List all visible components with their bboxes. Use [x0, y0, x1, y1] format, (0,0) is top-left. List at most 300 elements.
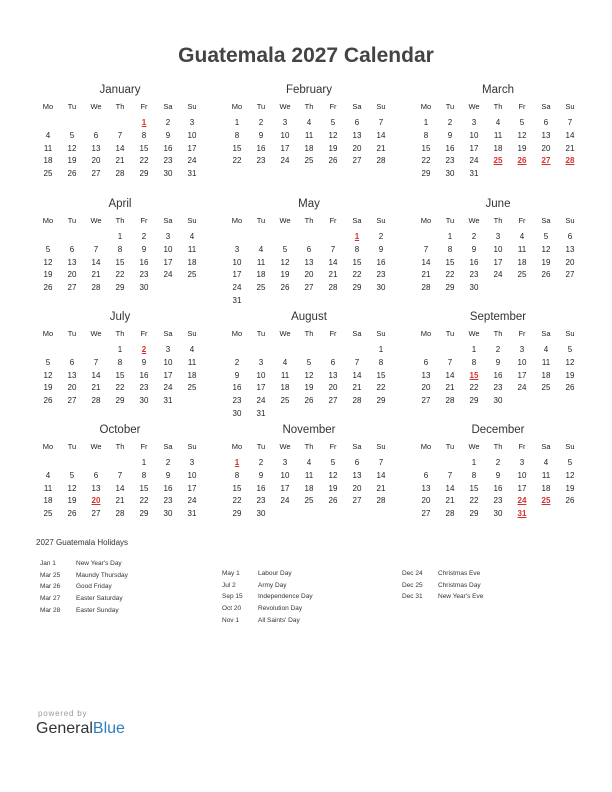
month-name: May	[298, 198, 320, 210]
week-row	[225, 344, 393, 357]
weekday-header	[414, 328, 582, 340]
day-cell: 5	[330, 458, 336, 467]
day-cell: 3	[234, 244, 240, 254]
empty-cell	[297, 508, 321, 521]
day-cell: 28	[91, 396, 101, 406]
holiday-name: Army Day	[258, 581, 287, 589]
day-cell: 28	[115, 509, 125, 519]
empty-cell	[486, 168, 510, 181]
empty-cell	[108, 457, 132, 470]
day-cell: 31	[187, 169, 197, 179]
day-cell: 23	[139, 270, 149, 280]
day-cell: 16	[163, 483, 173, 493]
day-cell: 8	[447, 244, 453, 254]
day-cell: 24	[517, 383, 527, 393]
weekday-label: Tu	[445, 216, 455, 225]
holiday-item	[40, 593, 128, 605]
day-cell: 21	[328, 270, 338, 280]
week-row	[36, 457, 204, 470]
brand-general-text: General	[36, 720, 93, 737]
day-cell: 13	[541, 130, 551, 140]
day-cell: 29	[115, 396, 125, 406]
holidays-title: 2027 Guatemala Holidays	[36, 538, 129, 547]
day-cell: 12	[565, 357, 575, 367]
weekday-label: Tu	[256, 329, 266, 338]
day-cell: 4	[282, 357, 288, 367]
day-cell: 1	[447, 232, 453, 241]
empty-cell	[249, 295, 273, 308]
weekday-label: Mo	[42, 216, 54, 225]
empty-cell	[534, 508, 558, 521]
weekday-label: Th	[493, 216, 503, 225]
day-cell: 24	[469, 156, 479, 166]
day-cell: 20	[328, 383, 338, 393]
empty-cell	[84, 344, 108, 357]
day-cell: 15	[232, 483, 242, 493]
day-cell: 3	[165, 232, 171, 241]
day-cell: 29	[469, 509, 479, 519]
day-cell: 27	[328, 396, 338, 406]
day-cell: 9	[141, 244, 147, 254]
day-cell: 23	[163, 496, 173, 506]
day-cell: 18	[43, 156, 53, 166]
day-cell: 23	[469, 270, 479, 280]
week-row	[414, 168, 582, 181]
day-cell: 12	[280, 257, 290, 267]
weekday-label: Mo	[231, 216, 243, 225]
week-row	[414, 344, 582, 357]
weekday-label: Sa	[541, 442, 551, 451]
day-cell: 13	[421, 370, 431, 380]
day-cell: 3	[189, 118, 195, 127]
week-row	[36, 282, 204, 295]
month-1	[225, 83, 393, 168]
day-cell: 13	[352, 470, 362, 480]
day-cell: 7	[447, 357, 453, 367]
day-cell: 12	[43, 257, 53, 267]
day-cell: 29	[445, 283, 455, 293]
day-cell: 2	[258, 458, 264, 467]
empty-cell	[321, 508, 345, 521]
day-cell: 1	[471, 458, 477, 467]
day-cell: 3	[189, 458, 195, 467]
day-cell: 1	[234, 118, 240, 127]
day-cell: 26	[43, 396, 53, 406]
holiday-item	[222, 615, 313, 627]
day-cell: 6	[543, 118, 549, 127]
day-cell: 8	[117, 357, 123, 367]
weekday-header	[414, 101, 582, 113]
month-8	[414, 310, 582, 408]
day-cell: 9	[141, 357, 147, 367]
weekday-label: Fr	[140, 102, 148, 111]
month-name: November	[282, 424, 336, 436]
day-cell: 3	[282, 118, 288, 127]
day-cell: 14	[445, 483, 455, 493]
day-cell: 22	[232, 156, 242, 166]
day-cell: 28	[421, 283, 431, 293]
day-cell: 11	[304, 130, 314, 140]
holiday-date: Dec 25	[402, 581, 423, 589]
day-cell: 18	[43, 496, 53, 506]
weekday-header	[36, 441, 204, 453]
week-row	[414, 244, 582, 257]
week-row	[36, 269, 204, 282]
day-cell: 18	[304, 483, 314, 493]
day-cell: 8	[234, 470, 240, 480]
day-cell: 10	[256, 370, 266, 380]
day-cell: 4	[189, 345, 195, 354]
day-cell: 19	[328, 143, 338, 153]
holiday-name: All Saints' Day	[258, 616, 300, 624]
empty-cell	[558, 395, 582, 408]
day-cell: 21	[445, 496, 455, 506]
holiday-name: New Year's Day	[76, 560, 122, 567]
empty-cell	[297, 231, 321, 244]
week-row	[36, 168, 204, 181]
day-cell: 4	[495, 118, 501, 127]
day-cell: 12	[517, 130, 527, 140]
empty-cell	[510, 168, 534, 181]
day-cell: 5	[567, 345, 573, 354]
day-cell: 7	[330, 244, 336, 254]
weekday-label: We	[90, 102, 102, 111]
empty-cell	[180, 395, 204, 408]
empty-cell	[369, 508, 393, 521]
empty-cell	[36, 344, 60, 357]
day-cell: 18	[187, 257, 197, 267]
month-3	[36, 197, 204, 295]
weekday-header	[225, 328, 393, 340]
day-cell: 24	[187, 156, 197, 166]
holiday-day-cell: 26	[517, 156, 527, 166]
weekday-label: Sa	[352, 442, 362, 451]
holiday-item	[222, 580, 313, 592]
weekday-label: Fr	[140, 329, 148, 338]
day-cell: 23	[493, 383, 503, 393]
day-cell: 1	[378, 345, 384, 354]
weekday-label: Sa	[352, 329, 362, 338]
day-cell: 8	[141, 130, 147, 140]
day-cell: 31	[163, 396, 173, 406]
day-cell: 25	[280, 396, 290, 406]
day-cell: 22	[469, 383, 479, 393]
weekday-label: We	[90, 442, 102, 451]
day-cell: 21	[421, 270, 431, 280]
week-row	[414, 395, 582, 408]
week-row	[414, 282, 582, 295]
week-row	[36, 470, 204, 483]
holiday-date: Mar 25	[40, 571, 61, 579]
weekday-label: Su	[376, 329, 386, 338]
holiday-name: New Year's Eve	[438, 593, 484, 601]
day-cell: 9	[495, 357, 501, 367]
empty-cell	[225, 344, 249, 357]
day-cell: 19	[280, 270, 290, 280]
day-cell: 16	[376, 257, 386, 267]
day-cell: 18	[541, 483, 551, 493]
day-cell: 27	[565, 270, 575, 280]
day-cell: 11	[304, 470, 314, 480]
generalblue-logo[interactable]	[36, 720, 125, 738]
weekday-label: We	[90, 329, 102, 338]
day-cell: 17	[517, 370, 527, 380]
empty-cell	[297, 408, 321, 421]
weekday-label: Fr	[329, 102, 337, 111]
week-row	[36, 508, 204, 521]
empty-cell	[297, 295, 321, 308]
day-cell: 12	[565, 470, 575, 480]
empty-cell	[534, 395, 558, 408]
month-2	[414, 83, 582, 181]
day-cell: 1	[471, 345, 477, 354]
day-cell: 16	[493, 370, 503, 380]
day-cell: 7	[378, 118, 384, 127]
weekday-label: Sa	[163, 216, 173, 225]
day-cell: 11	[187, 244, 197, 254]
day-cell: 8	[117, 244, 123, 254]
empty-cell	[297, 344, 321, 357]
day-cell: 17	[256, 383, 266, 393]
day-cell: 12	[541, 244, 551, 254]
day-cell: 20	[352, 143, 362, 153]
weekday-label: Tu	[256, 442, 266, 451]
week-row	[225, 408, 393, 421]
week-row	[225, 508, 393, 521]
page-title: Guatemala 2027 Calendar	[178, 44, 434, 67]
day-cell: 16	[256, 483, 266, 493]
empty-cell	[273, 408, 297, 421]
day-cell: 6	[354, 118, 360, 127]
day-cell: 31	[232, 295, 242, 305]
day-cell: 9	[471, 244, 477, 254]
day-cell: 24	[187, 496, 197, 506]
week-row	[36, 155, 204, 168]
day-cell: 20	[421, 383, 431, 393]
empty-cell	[345, 508, 369, 521]
day-cell: 3	[495, 232, 501, 241]
day-cell: 1	[141, 458, 147, 467]
week-row	[36, 257, 204, 270]
weekday-label: Fr	[329, 216, 337, 225]
day-cell: 6	[423, 357, 429, 367]
empty-cell	[60, 457, 84, 470]
day-cell: 5	[567, 458, 573, 467]
day-cell: 25	[187, 270, 197, 280]
day-cell: 10	[280, 470, 290, 480]
day-cell: 8	[378, 357, 384, 367]
day-cell: 14	[115, 143, 125, 153]
day-cell: 18	[280, 383, 290, 393]
day-cell: 10	[187, 130, 197, 140]
day-cell: 18	[256, 270, 266, 280]
month-0	[36, 83, 204, 181]
weekday-header	[36, 101, 204, 113]
day-cell: 15	[115, 370, 125, 380]
day-cell: 21	[565, 143, 575, 153]
day-cell: 24	[256, 396, 266, 406]
week-row	[225, 244, 393, 257]
holiday-name: Christmas Day	[438, 581, 481, 589]
day-cell: 13	[67, 257, 77, 267]
day-cell: 6	[423, 470, 429, 480]
day-cell: 21	[115, 496, 125, 506]
empty-cell	[84, 457, 108, 470]
weekday-header	[36, 215, 204, 227]
weekday-label: Mo	[420, 102, 432, 111]
holiday-date: Dec 31	[402, 593, 423, 601]
weekday-label: Su	[565, 329, 575, 338]
day-cell: 13	[304, 257, 314, 267]
day-cell: 10	[517, 357, 527, 367]
day-cell: 3	[282, 458, 288, 467]
day-cell: 29	[139, 169, 149, 179]
day-cell: 7	[117, 470, 123, 480]
day-cell: 15	[445, 257, 455, 267]
day-cell: 17	[232, 270, 242, 280]
day-cell: 2	[495, 345, 501, 354]
empty-cell	[345, 344, 369, 357]
day-cell: 13	[565, 244, 575, 254]
day-cell: 30	[445, 169, 455, 179]
day-cell: 22	[115, 383, 125, 393]
weekday-label: Fr	[140, 442, 148, 451]
holiday-day-cell: 2	[141, 345, 147, 354]
day-cell: 11	[43, 483, 53, 493]
day-cell: 18	[541, 370, 551, 380]
day-cell: 4	[543, 458, 549, 467]
empty-cell	[36, 117, 60, 130]
day-cell: 11	[256, 257, 266, 267]
empty-cell	[321, 231, 345, 244]
holiday-date: Jan 1	[40, 560, 56, 567]
week-row	[414, 382, 582, 395]
day-cell: 14	[352, 370, 362, 380]
day-cell: 19	[43, 270, 53, 280]
day-cell: 30	[163, 509, 173, 519]
day-cell: 29	[232, 509, 242, 519]
weekday-label: Mo	[42, 442, 54, 451]
empty-cell	[558, 282, 582, 295]
week-row	[225, 457, 393, 470]
day-cell: 25	[43, 509, 53, 519]
weekday-label: Fr	[518, 442, 526, 451]
empty-cell	[36, 457, 60, 470]
week-row	[225, 483, 393, 496]
weekday-label: Tu	[445, 329, 455, 338]
holiday-date: Nov 1	[222, 616, 239, 624]
day-cell: 18	[517, 257, 527, 267]
day-cell: 16	[256, 143, 266, 153]
day-cell: 4	[45, 470, 51, 480]
day-cell: 28	[376, 156, 386, 166]
empty-cell	[558, 168, 582, 181]
day-cell: 6	[69, 244, 75, 254]
empty-cell	[225, 231, 249, 244]
day-cell: 7	[354, 357, 360, 367]
day-cell: 18	[493, 143, 503, 153]
day-cell: 31	[256, 408, 266, 418]
day-cell: 28	[445, 396, 455, 406]
weekday-label: Sa	[163, 102, 173, 111]
day-cell: 24	[163, 270, 173, 280]
day-cell: 17	[469, 143, 479, 153]
day-cell: 23	[232, 396, 242, 406]
week-row	[414, 155, 582, 168]
day-cell: 16	[139, 257, 149, 267]
day-cell: 20	[67, 383, 77, 393]
day-cell: 30	[256, 509, 266, 519]
empty-cell	[414, 344, 438, 357]
day-cell: 5	[306, 357, 312, 367]
day-cell: 17	[187, 483, 197, 493]
day-cell: 11	[517, 244, 527, 254]
day-cell: 24	[280, 496, 290, 506]
day-cell: 27	[304, 283, 314, 293]
month-name: July	[109, 311, 131, 323]
day-cell: 4	[45, 130, 51, 140]
day-cell: 21	[91, 383, 101, 393]
day-cell: 7	[93, 357, 99, 367]
holiday-item	[222, 568, 313, 580]
week-row	[36, 495, 204, 508]
week-row	[36, 143, 204, 156]
empty-cell	[321, 408, 345, 421]
weekday-label: Tu	[445, 102, 455, 111]
weekday-label: Mo	[42, 329, 54, 338]
day-cell: 11	[541, 357, 551, 367]
day-cell: 12	[43, 370, 53, 380]
week-row	[36, 370, 204, 383]
weekday-label: Mo	[420, 216, 432, 225]
month-11	[414, 423, 582, 521]
holiday-day-cell: 1	[234, 458, 240, 467]
day-cell: 10	[493, 244, 503, 254]
day-cell: 26	[565, 383, 575, 393]
day-cell: 2	[258, 118, 264, 127]
day-cell: 16	[139, 370, 149, 380]
day-cell: 23	[445, 156, 455, 166]
day-cell: 6	[93, 470, 99, 480]
empty-cell	[345, 408, 369, 421]
holiday-name: Labour Day	[258, 570, 292, 577]
weekday-label: Th	[115, 442, 125, 451]
day-cell: 11	[187, 357, 197, 367]
holiday-item	[40, 605, 128, 617]
weekday-label: We	[279, 102, 291, 111]
weekday-label: Th	[304, 216, 314, 225]
week-row	[414, 130, 582, 143]
empty-cell	[345, 295, 369, 308]
month-7	[225, 310, 393, 421]
month-name: January	[99, 84, 141, 96]
day-cell: 2	[495, 458, 501, 467]
weekday-label: Su	[376, 442, 386, 451]
weekday-label: Sa	[541, 102, 551, 111]
weekday-label: Mo	[420, 329, 432, 338]
day-cell: 24	[280, 156, 290, 166]
holiday-column	[40, 558, 128, 616]
weekday-label: We	[468, 329, 480, 338]
day-cell: 9	[378, 244, 384, 254]
day-cell: 26	[328, 496, 338, 506]
day-cell: 31	[187, 509, 197, 519]
day-cell: 3	[471, 118, 477, 127]
day-cell: 8	[471, 357, 477, 367]
month-name: August	[291, 311, 327, 323]
weekday-label: Th	[304, 329, 314, 338]
empty-cell	[60, 117, 84, 130]
